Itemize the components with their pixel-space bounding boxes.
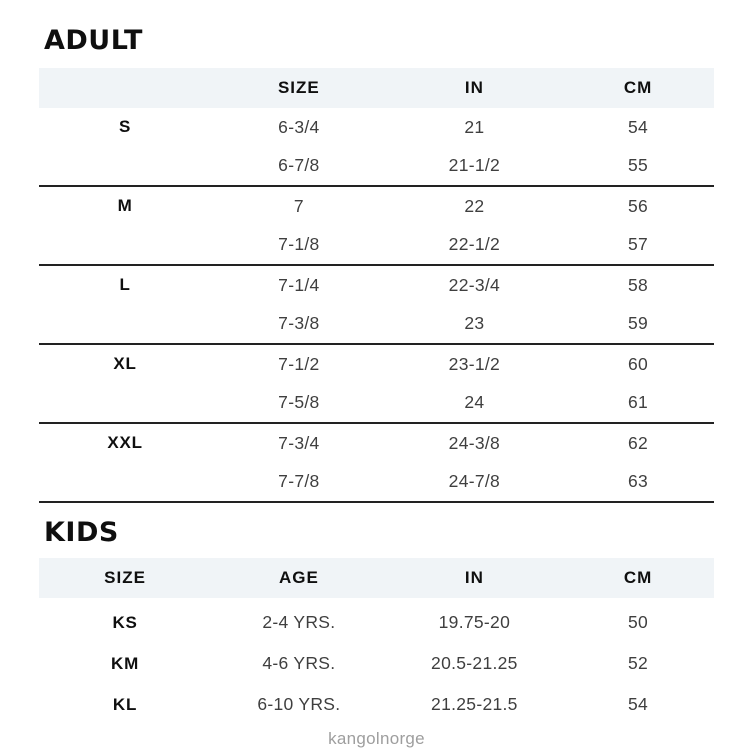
adult-table-body bbox=[39, 108, 714, 503]
table-cell: 52 bbox=[628, 653, 649, 673]
size-label-cell: XXL bbox=[107, 433, 143, 453]
table-cell: 20.5-21.25 bbox=[431, 653, 518, 673]
table-cell: 56 bbox=[628, 195, 649, 216]
table-row bbox=[39, 424, 714, 463]
table-cell: 60 bbox=[628, 353, 649, 374]
table-row bbox=[39, 187, 714, 226]
table-cell: 21-1/2 bbox=[448, 155, 501, 176]
adult-header-cell-size: SIZE bbox=[277, 78, 320, 97]
table-row bbox=[39, 266, 714, 305]
table-cell: 2-4 YRS. bbox=[262, 612, 336, 632]
kids-header-cell-in: IN bbox=[464, 568, 484, 587]
kids-table-body bbox=[39, 602, 714, 725]
table-cell: 21 bbox=[464, 116, 485, 137]
table-row bbox=[39, 643, 714, 684]
table-cell: 21.25-21.5 bbox=[431, 694, 518, 714]
table-cell: 7-3/8 bbox=[278, 313, 320, 334]
adult-section-title: ADULT bbox=[44, 25, 143, 56]
adult-header-cell-cm: CM bbox=[623, 78, 653, 97]
size-label-cell: XL bbox=[113, 354, 137, 374]
size-label-cell: KM bbox=[111, 653, 140, 673]
table-cell: 22-1/2 bbox=[448, 234, 501, 255]
size-label-cell: M bbox=[117, 196, 133, 216]
table-cell: 6-7/8 bbox=[278, 155, 320, 176]
table-cell: 23 bbox=[464, 313, 485, 334]
table-cell: 22 bbox=[464, 195, 485, 216]
table-row bbox=[39, 463, 714, 504]
table-cell: 7-7/8 bbox=[278, 471, 320, 492]
table-cell: 7-3/4 bbox=[278, 432, 320, 453]
table-cell: 61 bbox=[628, 392, 649, 413]
kids-table-header-row bbox=[39, 558, 714, 598]
table-cell: 62 bbox=[628, 432, 649, 453]
table-cell: 50 bbox=[628, 612, 649, 632]
table-cell: 57 bbox=[628, 234, 649, 255]
table-cell: 24-7/8 bbox=[448, 471, 501, 492]
table-row bbox=[39, 108, 714, 147]
table-cell: 54 bbox=[628, 694, 649, 714]
table-cell: 7-5/8 bbox=[278, 392, 320, 413]
kids-size-table bbox=[39, 558, 714, 725]
table-cell: 6-3/4 bbox=[278, 116, 320, 137]
table-cell: 7 bbox=[293, 195, 304, 216]
table-cell: 22-3/4 bbox=[448, 274, 501, 295]
table-row bbox=[39, 226, 714, 267]
adult-table-header-row bbox=[39, 68, 714, 108]
kids-header-cell-cm: CM bbox=[623, 568, 653, 587]
table-cell: 55 bbox=[628, 155, 649, 176]
size-label-cell: S bbox=[118, 117, 132, 137]
brand-watermark: kangolnorge bbox=[328, 729, 425, 748]
table-cell: 7-1/4 bbox=[278, 274, 320, 295]
table-cell: 7-1/8 bbox=[278, 234, 320, 255]
kids-section-title: KIDS bbox=[44, 517, 119, 548]
table-cell: 7-1/2 bbox=[278, 353, 320, 374]
table-row bbox=[39, 684, 714, 725]
adult-size-table bbox=[39, 68, 714, 503]
table-cell: 58 bbox=[628, 274, 649, 295]
kids-header-cell-size: SIZE bbox=[104, 568, 146, 587]
table-row bbox=[39, 345, 714, 384]
table-cell: 59 bbox=[628, 313, 649, 334]
table-cell: 24 bbox=[464, 392, 485, 413]
table-cell: 54 bbox=[628, 116, 649, 137]
table-row bbox=[39, 305, 714, 346]
table-cell: 4-6 YRS. bbox=[262, 653, 336, 673]
table-cell: 23-1/2 bbox=[448, 353, 501, 374]
table-cell: 63 bbox=[628, 471, 649, 492]
size-label-cell: KS bbox=[112, 612, 138, 632]
size-label-cell: L bbox=[119, 275, 131, 295]
table-row bbox=[39, 384, 714, 425]
table-row bbox=[39, 602, 714, 643]
table-cell: 19.75-20 bbox=[438, 612, 511, 632]
adult-header-cell-in: IN bbox=[464, 78, 484, 97]
size-label-cell: KL bbox=[112, 694, 138, 714]
kids-header-cell-age: AGE bbox=[278, 568, 319, 587]
table-cell: 24-3/8 bbox=[448, 432, 501, 453]
table-row bbox=[39, 147, 714, 188]
table-cell: 6-10 YRS. bbox=[257, 694, 341, 714]
